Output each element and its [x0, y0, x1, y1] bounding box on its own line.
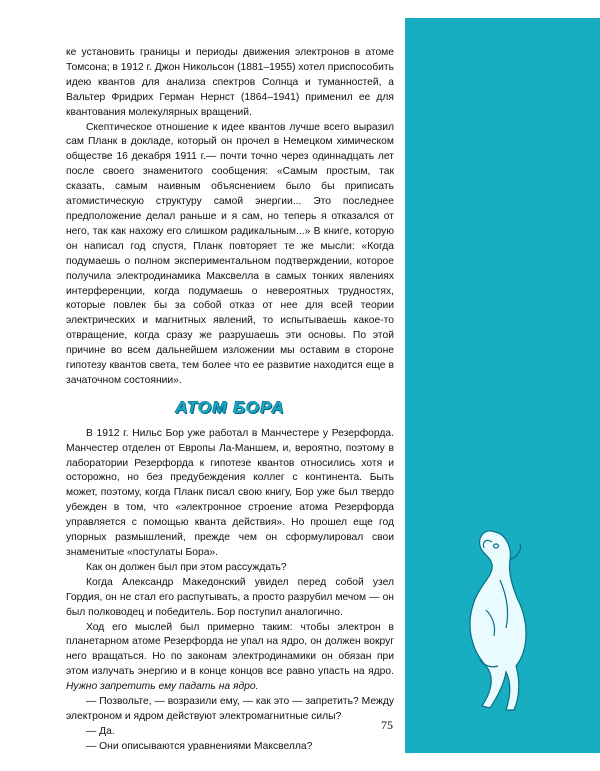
text-column — [66, 46, 394, 755]
paragraph: Скептическое отношение к идее квантов лучше всего выразил сам Планк в докладе, который он прочел в Немецком химическом обществе 16 декабря 1911 г.— почти точно через одиннадцать лет после своего знаменитого сообщения: «Самым простым, так сказать, самым наивным объяснением было бы приписать атомистическую структуру самой энергии... Это последнее предположение делал раньше и я сам, но теперь я отказался от него, так как нахожу его слишком радикальным...» В книге, которую он написал год спустя, Планк повторяет те же мысли: «Когда подумаешь о полном экспериментальном подтверждении, которое получила электродинамика Максвелла в самых тонких явлениях интерференции, когда подумаешь о невероятных трудностях, которые повлек бы за собой отказ от нее для всей теории электрических и магнитных явлений, то испытываешь какое-то отвращение, когда сразу же разрушаешь эти основы. По этой причине во всем дальнейшем изложении мы оставим в стороне гипотезу квантов света, тем более что ее развитие находится еще в зачаточном состоянии». — [66, 121, 394, 386]
dialogue-line: — Да. — [86, 725, 115, 737]
side-panel — [405, 18, 600, 753]
dialogue-line: — Позвольте, — возразили ему, — как это — запретить? Между электроном и ядром действуют электромагнитные силы? — [66, 696, 394, 722]
paragraph: В 1912 г. Нильс Бор уже работал в Манчестере у Резерфорда. Манчестер отделен от Европы Ла-Маншем, и, вероятно, поэтому в лаборатории Резерфорда к гипотезе квантов относились хотя и осторожно, но без предубеждения коллег с континента. Быть может, поэтому, когда Планк писал свою книгу, Бор уже был твердо убежден в том, что «электронное строение атома Резерфорда управляется с помощью кванта действия». Но прошел еще год упорных размышлений, прежде чем он сформулировал свои знаменитые «постулаты Бора». — [66, 427, 394, 558]
paragraph-text: Ход его мыслей был примерно таким: чтобы электрон в планетарном атоме Резерфорда не упал на ядро, он должен вокруг него вращаться. Но по законам электродинамики он обязан при этом излучать энергию и в конце концов все равно упасть на ядро. — [66, 621, 394, 678]
paragraph: Как он должен был при этом рассуждать? — [86, 561, 287, 573]
section-heading: АТОМ БОРА — [175, 397, 285, 417]
paragraph: ке установить границы и периоды движения электронов в атоме Томсона; в 1912 г. Джон Никольсон (1881–1955) хотел приспособить идею квантов для анализа спектров Солнца и туманностей, а Вальтер Фридрих Герман Нернст (1864–1941) применил ее для квантования молекулярных вращений. — [66, 47, 394, 118]
paragraph: Когда Александр Македонский увидел перед собой узел Гордия, он не стал его распутывать, а просто разрубил мечом — он был полководец и победитель. Бор поступил аналогично. — [66, 576, 394, 618]
dialogue-line: — Они описываются уравнениями Максвелла? — [86, 740, 313, 752]
page-number: 75 — [381, 718, 393, 732]
snail-creature-illustration — [440, 520, 550, 720]
paragraph — [66, 621, 394, 696]
italic-phrase: Нужно запретить ему падать на ядро. — [66, 681, 259, 693]
section-heading-wrap — [66, 397, 394, 419]
